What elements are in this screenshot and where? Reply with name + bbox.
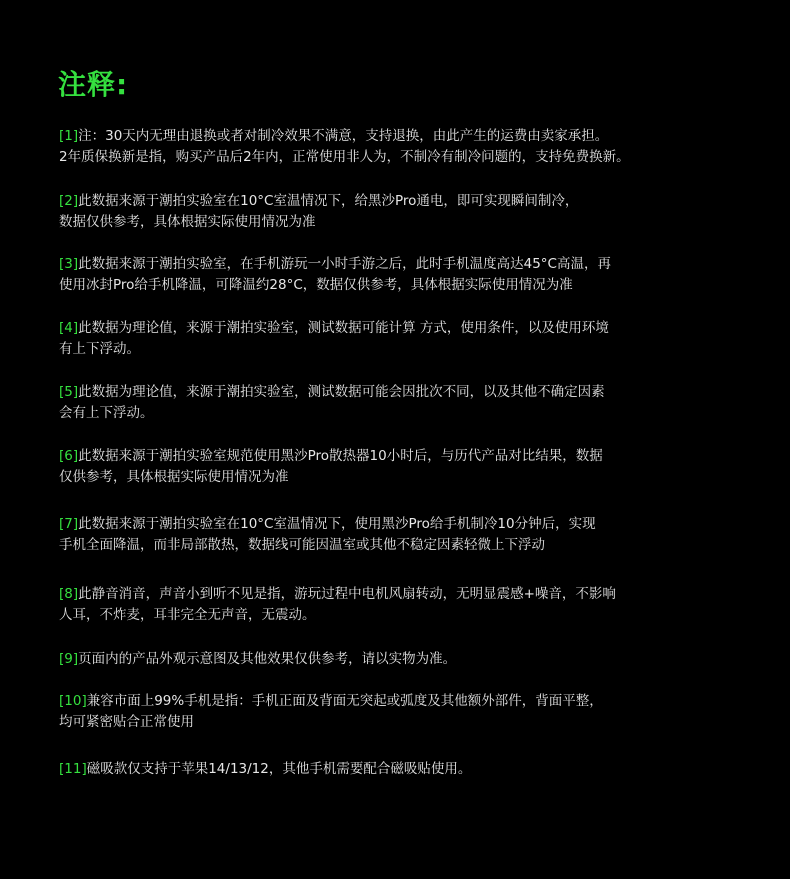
note-text: 页面内的产品外观示意图及其他效果仅供参考，请以实物为准。 bbox=[78, 651, 457, 667]
note-10 bbox=[59, 691, 779, 733]
note-line bbox=[59, 759, 779, 780]
note-text: 此数据来源于潮拍实验室在10°C室温情况下，使用黑沙Pro给手机制冷10分钟后，实现 bbox=[78, 516, 596, 532]
note-tag: [4] bbox=[59, 320, 79, 336]
note-line bbox=[59, 446, 779, 467]
note-line: 均可紧密贴合正常使用 bbox=[59, 714, 194, 730]
note-tag: [6] bbox=[59, 448, 79, 464]
note-line: 人耳，不炸麦，耳非完全无声音，无震动。 bbox=[59, 607, 316, 623]
note-9 bbox=[59, 649, 779, 670]
note-3 bbox=[59, 254, 779, 296]
note-text: 磁吸款仅支持于苹果14/13/12，其他手机需要配合磁吸贴使用。 bbox=[86, 761, 472, 777]
note-tag: [1] bbox=[59, 128, 79, 144]
note-line bbox=[59, 126, 779, 147]
note-tag: [5] bbox=[59, 384, 79, 400]
note-tag: [11] bbox=[59, 761, 87, 777]
note-text: 此数据来源于潮拍实验室在10°C室温情况下，给黑沙Pro通电，即可实现瞬间制冷， bbox=[78, 193, 579, 209]
note-7 bbox=[59, 514, 779, 556]
note-line: 仅供参考，具体根据实际使用情况为准 bbox=[59, 469, 289, 485]
note-text: 此数据为理论值，来源于潮拍实验室，测试数据可能计算 方式，使用条件，以及使用环境 bbox=[78, 320, 609, 336]
note-4 bbox=[59, 318, 779, 360]
note-1 bbox=[59, 126, 779, 168]
note-6 bbox=[59, 446, 779, 488]
note-line bbox=[59, 191, 779, 212]
note-tag: [8] bbox=[59, 586, 79, 602]
note-text: 此静音消音，声音小到听不见是指，游玩过程中电机风扇转动，无明显震感+噪音，不影响 bbox=[78, 586, 616, 602]
note-line: 手机全面降温，而非局部散热，数据线可能因温室或其他不稳定因素轻微上下浮动 bbox=[59, 537, 545, 553]
note-text: 此数据来源于潮拍实验室规范使用黑沙Pro散热器10小时后，与历代产品对比结果，数据 bbox=[78, 448, 603, 464]
page-title: 注释: bbox=[58, 68, 129, 101]
note-2 bbox=[59, 191, 779, 233]
note-11 bbox=[59, 759, 779, 780]
note-line bbox=[59, 584, 779, 605]
note-line bbox=[59, 254, 779, 275]
note-8 bbox=[59, 584, 779, 626]
note-line bbox=[59, 649, 779, 670]
note-tag: [3] bbox=[59, 256, 79, 272]
note-tag: [9] bbox=[59, 651, 79, 667]
note-tag: [2] bbox=[59, 193, 79, 209]
note-5 bbox=[59, 382, 779, 424]
note-text: 兼容市面上99%手机是指：手机正面及背面无突起或弧度及其他额外部件，背面平整， bbox=[86, 693, 603, 709]
note-line: 使用冰封Pro给手机降温，可降温约28°C，数据仅供参考，具体根据实际使用情况为准 bbox=[59, 277, 573, 293]
note-line: 会有上下浮动。 bbox=[59, 405, 154, 421]
note-tag: [10] bbox=[59, 693, 87, 709]
note-line bbox=[59, 691, 779, 712]
note-text: 注：30天内无理由退换或者对制冷效果不满意，支持退换，由此产生的运费由卖家承担。 bbox=[78, 128, 609, 144]
note-tag: [7] bbox=[59, 516, 79, 532]
note-line bbox=[59, 514, 779, 535]
note-text: 此数据来源于潮拍实验室，在手机游玩一小时手游之后，此时手机温度高达45°C高温，再 bbox=[78, 256, 611, 272]
note-line: 数据仅供参考，具体根据实际使用情况为准 bbox=[59, 214, 316, 230]
note-text: 此数据为理论值，来源于潮拍实验室，测试数据可能会因批次不同，以及其他不确定因素 bbox=[78, 384, 605, 400]
note-line bbox=[59, 318, 779, 339]
note-line: 有上下浮动。 bbox=[59, 341, 140, 357]
note-line bbox=[59, 382, 779, 403]
note-line: 2年质保换新是指，购买产品后2年内，正常使用非人为，不制冷有制冷问题的，支持免费换新。 bbox=[59, 149, 630, 165]
